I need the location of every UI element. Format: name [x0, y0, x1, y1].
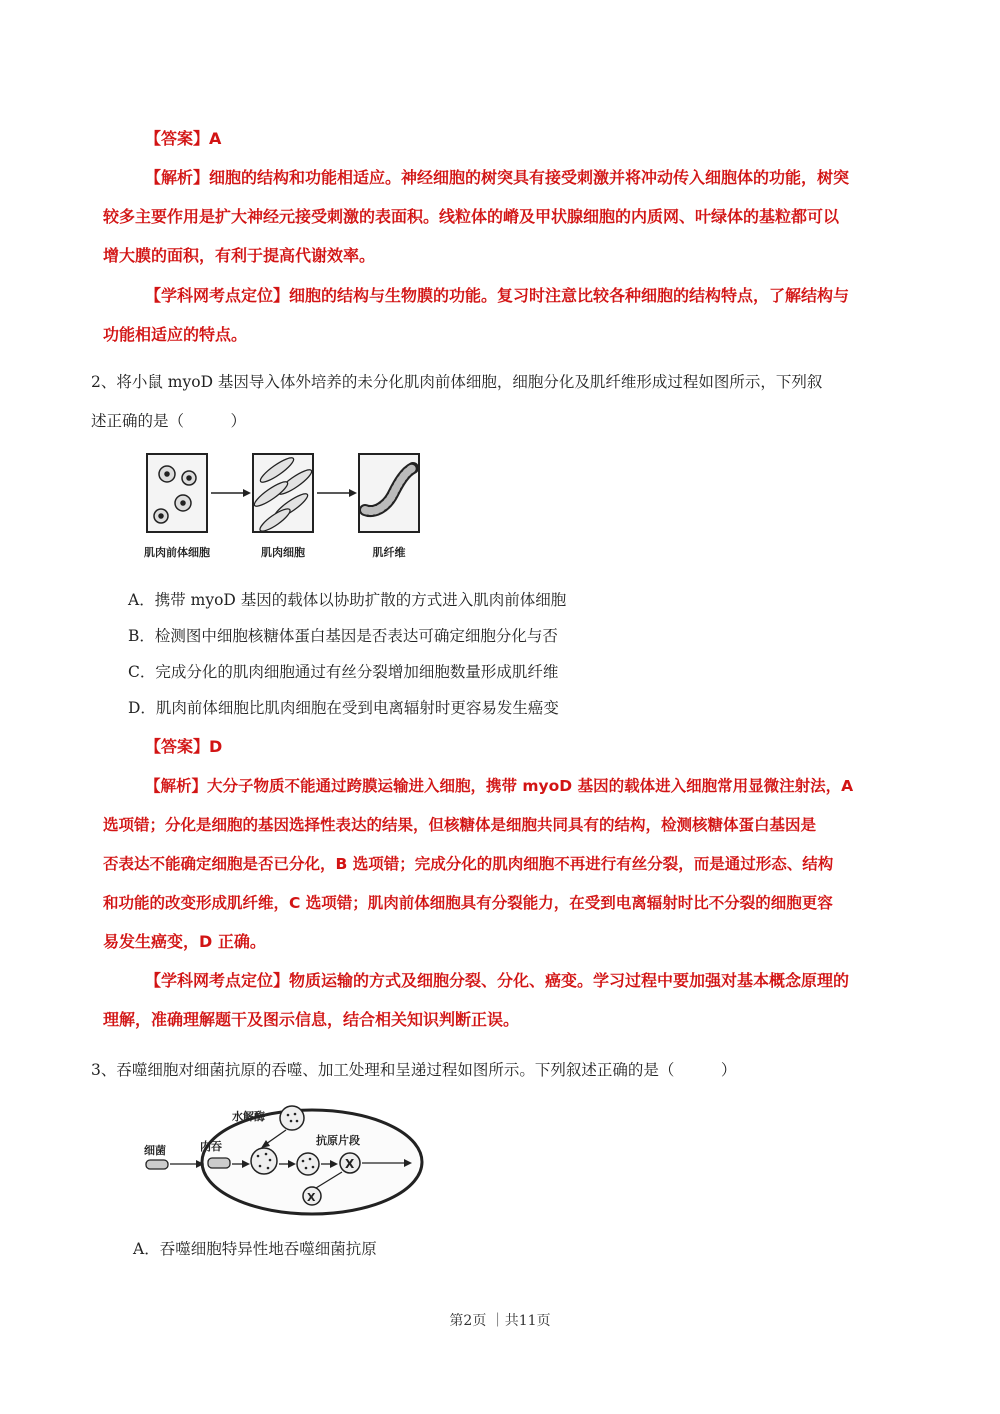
q3-stem: 3、吞噬细胞对细菌抗原的吞噬、加工处理和呈递过程如图所示。下列叙述正确的是（ ） — [91, 1061, 737, 1079]
q1-point-line-1: 【学科网考点定位】细胞的结构与生物膜的功能。复习时注意比较各种细胞的结构特点，了解结构与 — [145, 286, 850, 305]
q2-analysis-line-3: 否表达不能确定细胞是否已分化，B 选项错；完成分化的肌肉细胞不再进行有丝分裂，而是通过形态、结构 — [103, 855, 834, 873]
q1-analysis-line-3: 增大膜的面积，有利于提高代谢效率。 — [103, 246, 376, 265]
q2-analysis-line-4: 和功能的改变形成肌纤维，C 选项错；肌肉前体细胞具有分裂能力，在受到电离辐射时比不分裂的细胞更容 — [103, 894, 833, 912]
q1-analysis-line-1: 【解析】细胞的结构和功能相适应。神经细胞的树突具有接受刺激并将冲动传入细胞体的功能，树突 — [145, 168, 850, 187]
hydrolase-vesicle-icon — [280, 1106, 304, 1130]
q1-analysis-line-2: 较多主要作用是扩大神经元接受刺激的表面积。线粒体的嵴及甲状腺细胞的内质网、叶绿体的基粒都可以 — [103, 207, 840, 226]
q3-figure — [140, 1098, 440, 1223]
q2-option-a: A．携带 myoD 基因的载体以协助扩散的方式进入肌肉前体细胞 — [128, 591, 567, 609]
q2-option-d: D．肌肉前体细胞比肌肉细胞在受到电离辐射时更容易发生癌变 — [128, 699, 559, 717]
q3-option-a: A．吞噬细胞特异性地吞噬细菌抗原 — [133, 1240, 377, 1258]
q2-answer: 【答案】D — [145, 737, 223, 756]
q2-point-line-2: 理解，准确理解题干及图示信息，结合相关知识判断正误。 — [103, 1010, 520, 1029]
phagolysosome-icon — [251, 1148, 277, 1174]
q2-option-c: C．完成分化的肌肉细胞通过有丝分裂增加细胞数量形成肌纤维 — [128, 663, 559, 681]
q2-figure — [135, 448, 435, 573]
q2-stem-line-2: 述正确的是（ ） — [91, 412, 247, 430]
q1-answer: 【答案】A — [145, 129, 222, 148]
svg-text:X: X — [345, 1157, 355, 1171]
q2-stem-line-1: 2、将小鼠 myoD 基因导入体外培养的未分化肌肉前体细胞，细胞分化及肌纤维形成过程如图所示，下列叙 — [91, 373, 823, 391]
label-antigen-fragment: 抗原片段 — [316, 1134, 360, 1147]
label-engulf: 内吞 — [200, 1140, 222, 1153]
q1-point-line-2: 功能相适应的特点。 — [103, 325, 248, 344]
label-hydrolase: 水解酶 — [232, 1110, 265, 1123]
q2-point-line-1: 【学科网考点定位】物质运输的方式及细胞分裂、分化、癌变。学习过程中要加强对基本概念原理的 — [145, 971, 850, 990]
q2-option-b: B．检测图中细胞核糖体蛋白基因是否表达可确定细胞分化与否 — [128, 627, 558, 645]
q2-analysis-line-5: 易发生癌变，D 正确。 — [103, 932, 266, 951]
fragment-vesicle-icon — [297, 1153, 319, 1175]
label-muscle-cell: 肌肉细胞 — [261, 546, 305, 559]
q2-analysis-line-2: 选项错；分化是细胞的基因选择性表达的结果，但核糖体是细胞共同具有的结构，检测核糖体蛋白基因是 — [103, 816, 817, 834]
engulfed-bacteria-icon — [208, 1158, 230, 1168]
page-footer: 第2页 ｜共11页 — [449, 1313, 551, 1329]
q2-analysis-line-1: 【解析】大分子物质不能通过跨膜运输进入细胞，携带 myoD 基因的载体进入细胞常用显微注射法，A — [145, 777, 854, 795]
label-bacteria: 细菌 — [144, 1144, 166, 1157]
label-muscle-fiber: 肌纤维 — [372, 546, 406, 559]
bacteria-icon — [146, 1160, 168, 1169]
label-precursor-cell: 肌肉前体细胞 — [144, 546, 210, 559]
svg-text:X: X — [307, 1191, 316, 1204]
